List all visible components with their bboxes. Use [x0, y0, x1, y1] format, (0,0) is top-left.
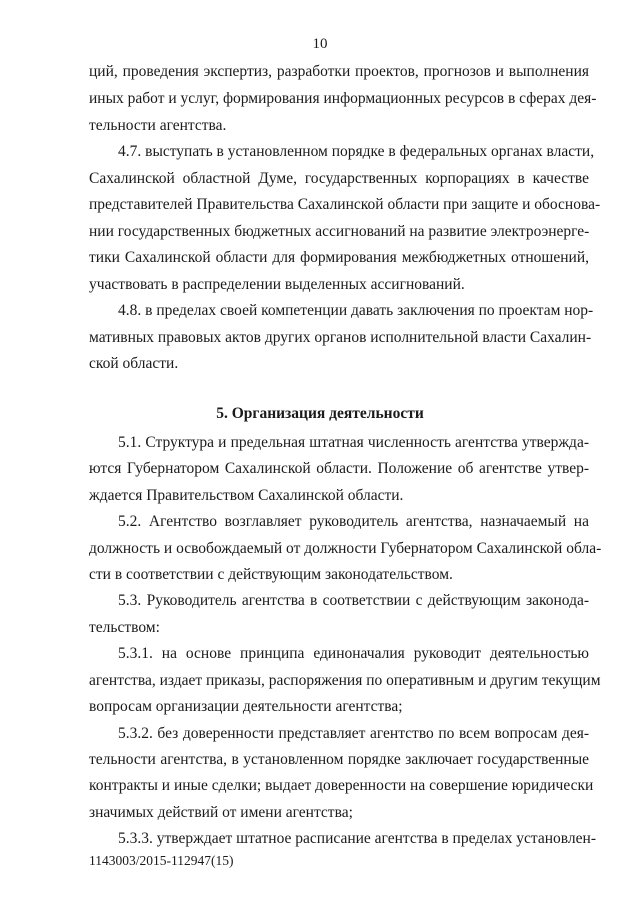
text-line: контракты и иные сделки; выдает доверенности на совершение юридически [89, 777, 594, 794]
text-line: тельности агентства, в установленном порядке заключает государственные [89, 751, 589, 768]
text-line: иных работ и услуг, формирования информационных ресурсов в сферах дея- [89, 90, 597, 107]
page-number: 10 [312, 36, 328, 52]
text-line: нии государственных бюджетных ассигнований на развитие электроэнерге- [89, 223, 590, 240]
section-heading: 5. Организация деятельности [216, 405, 424, 422]
text-line: сти в соответствии с действующим законодательством. [89, 566, 453, 583]
text-line: вопросам организации деятельности агентства; [89, 698, 403, 715]
text-line: ской области. [89, 355, 179, 372]
text-line: должность и освобождаемый от должности Губернатором Сахалинской обла- [89, 540, 602, 557]
text-line: ждается Правительством Сахалинской области. [89, 487, 404, 504]
text-line: тики Сахалинской области для формирования межбюджетных отношений, [89, 249, 589, 266]
text-line: участвовать в распределении выделенных ассигнований. [89, 276, 465, 293]
document-id: 1143003/2015-112947(15) [89, 853, 234, 868]
text-line: 5.3. Руководитель агентства в соответствии с действующим законода- [118, 592, 589, 609]
text-line: тельством: [89, 619, 160, 636]
text-line: значимых действий от имени агентства; [89, 804, 353, 821]
text-line: Сахалинской областной Думе, государственных корпорациях в качестве [89, 170, 589, 187]
text-line: представителей Правительства Сахалинской области при защите и обоснова- [89, 196, 601, 213]
text-line: 5.3.1. на основе принципа единоначалия руководит деятельностью [118, 645, 589, 662]
text-line: 4.8. в пределах своей компетенции давать заключения по проектам нор- [118, 302, 594, 319]
text-line: 5.1. Структура и предельная штатная численность агентства утвержда- [118, 434, 589, 451]
text-line: тельности агентства. [89, 117, 227, 134]
text-line: ются Губернатором Сахалинской области. Положение об агентстве утвер- [89, 460, 589, 477]
text-line: 4.7. выступать в установленном порядке в федеральных органах власти, [118, 143, 595, 160]
text-line: 5.3.3. утверждает штатное расписание агентства в пределах установлен- [118, 830, 596, 847]
text-line: 5.2. Агентство возглавляет руководитель агентства, назначаемый на [118, 513, 589, 530]
text-line: агентства, издает приказы, распоряжения по оперативным и другим текущим [89, 672, 601, 689]
text-line: ций, проведения экспертиз, разработки проектов, прогнозов и выполнения [89, 63, 589, 80]
text-line: мативных правовых актов других органов исполнительной власти Сахалин- [89, 329, 592, 346]
text-line: 5.3.2. без доверенности представляет агентство по всем вопросам дея- [118, 725, 589, 742]
